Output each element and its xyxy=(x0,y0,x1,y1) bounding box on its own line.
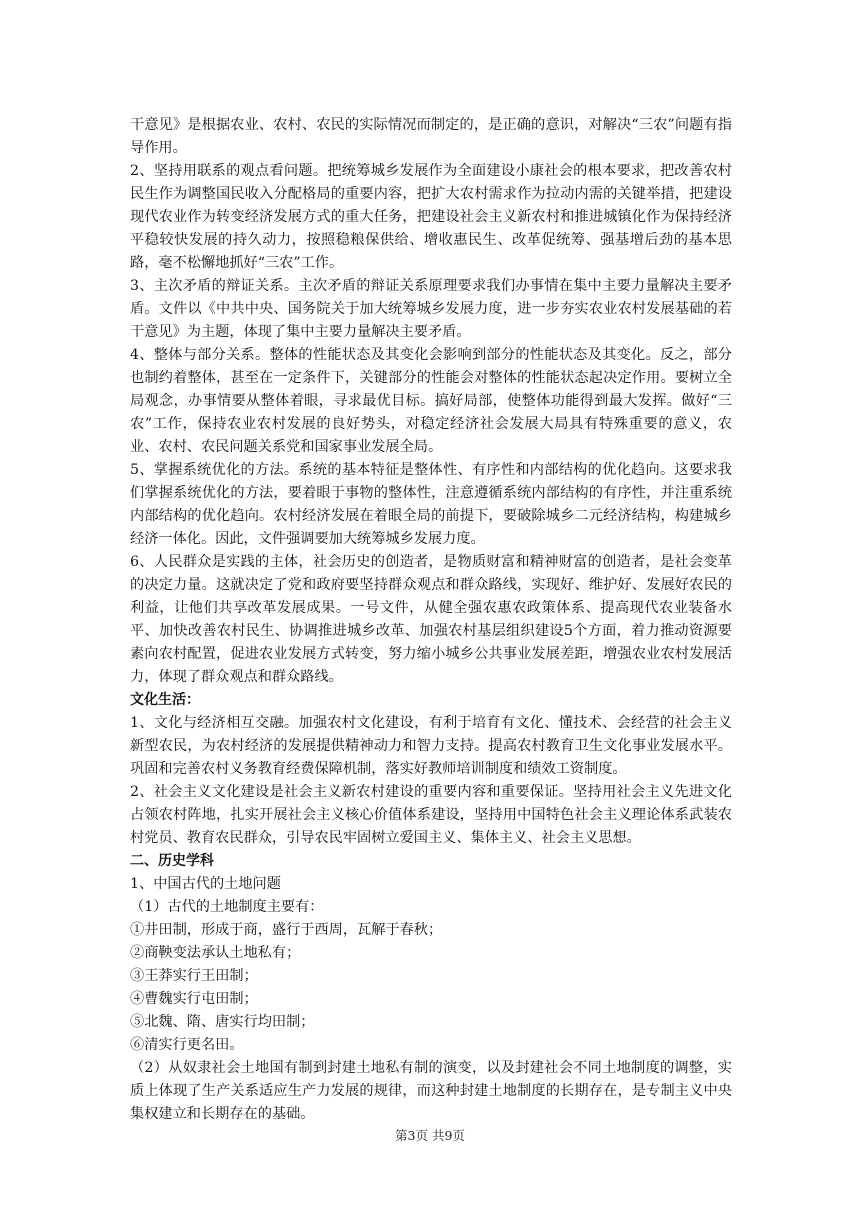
paragraph: 4、整体与部分关系。整体的性能状态及其变化会影响到部分的性能状态及其变化。反之，部分也制约着整体，甚至在一定条件下，关键部分的性能会对整体的性能状态起决定作用。要树立全局观念，办事情要从整体着眼，寻求最优目标。搞好局部，使整体功能得到最大发挥。做好“三农”工作，保持农业农村发展的良好势头，对稳定经济社会发展大局具有特殊重要的意义，农业、农村、农民问题关系党和国家事业发展全局。 xyxy=(130,347,732,455)
paragraph: （2）从奴隶社会土地国有制到封建土地私有制的演变，以及封建社会不同土地制度的调整，实质上体现了生产关系适应生产力发展的规律，而这种封建土地制度的长期存在，是专制主义中央集权建立和长期存在的基础。 xyxy=(130,1060,732,1122)
paragraph: ⑤北魏、隋、唐实行均田制； xyxy=(130,1014,315,1030)
section-heading: 二、历史学科 xyxy=(130,853,214,869)
paragraph: 1、中国古代的土地问题 xyxy=(130,876,281,892)
paragraph: 2、社会主义文化建设是社会主义新农村建设的重要内容和重要保证。坚持用社会主义先进文化占领农村阵地，扎实开展社会主义核心价值体系建设，坚持用中国特色社会主义理论体系武装农村党员、教育农民群众，引导农民牢固树立爱国主义、集体主义、社会主义思想。 xyxy=(130,784,732,846)
paragraph: 3、主次矛盾的辩证关系。主次矛盾的辩证关系原理要求我们办事情在集中主要力量解决主要矛盾。文件以《中共中央、国务院关于加大统筹城乡发展力度，进一步夯实农业农村发展基础的若干意见》为主题，体现了集中主要力量解决主要矛盾。 xyxy=(130,278,732,340)
paragraph: 5、掌握系统优化的方法。系统的基本特征是整体性、有序性和内部结构的优化趋向。这要求我们掌握系统优化的方法，要着眼于事物的整体性，注意遵循系统内部结构的有序性，并注重系统内部结构的优化趋向。农村经济发展在着眼全局的前提下，要破除城乡二元经济结构，构建城乡经济一体化。因此，文件强调要加大统筹城乡发展力度。 xyxy=(130,462,732,547)
paragraph: ①井田制，形成于商，盛行于西周，瓦解于春秋； xyxy=(130,922,443,938)
document-body xyxy=(130,114,732,1126)
paragraph: 2、坚持用联系的观点看问题。把统筹城乡发展作为全面建设小康社会的根本要求，把改善农村民生作为调整国民收入分配格局的重要内容，把扩大农村需求作为拉动内需的关键举措，把建设现代农业作为转变经济发展方式的重大任务，把建设社会主义新农村和推进城镇化作为保持经济平稳较快发展的持久动力，按照稳粮保供给、增收惠民生、改革促统筹、强基增后劲的基本思路，毫不松懈地抓好“三农”工作。 xyxy=(130,163,732,271)
paragraph: ⑥清实行更名田。 xyxy=(130,1037,244,1053)
paragraph: ④曹魏实行屯田制； xyxy=(130,991,258,1007)
paragraph: 1、文化与经济相互交融。加强农村文化建设，有利于培育有文化、懂技术、会经营的社会主义新型农民，为农村经济的发展提供精神动力和智力支持。提高农村教育卫生文化事业发展水平。巩固和完善农村义务教育经费保障机制，落实好教师培训制度和绩效工资制度。 xyxy=(130,715,732,777)
paragraph: 6、人民群众是实践的主体，社会历史的创造者，是物质财富和精神财富的创造者，是社会变革的决定力量。这就决定了党和政府要坚持群众观点和群众路线，实现好、维护好、发展好农民的利益，让他们共享改革发展成果。一号文件，从健全强农惠农政策体系、提高现代农业装备水平、加快改善农村民生、协调推进城乡改革、加强农村基层组织建设5个方面，着力推动资源要素向农村配置，促进农业发展方式转变，努力缩小城乡公共事业发展差距，增强农业农村发展活力，体现了群众观点和群众路线。 xyxy=(130,554,732,685)
section-heading: 文化生活： xyxy=(130,692,200,708)
page-footer: 第3页 共9页 xyxy=(395,1128,465,1143)
paragraph: ③王莽实行王田制； xyxy=(130,968,258,984)
paragraph: （1）古代的土地制度主要有： xyxy=(130,899,324,915)
paragraph: ②商鞅变法承认土地私有； xyxy=(130,945,301,961)
paragraph: 干意见》是根据农业、农村、农民的实际情况而制定的，是正确的意识，对解决“三农”问题有指导作用。 xyxy=(130,117,732,156)
